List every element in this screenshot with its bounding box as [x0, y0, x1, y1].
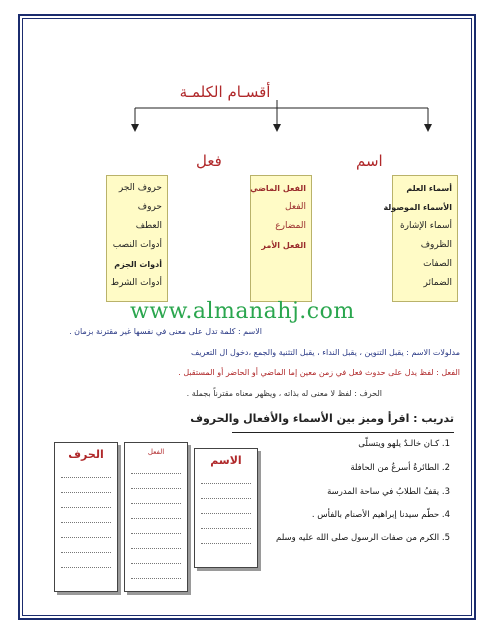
column-header: الحرف: [68, 448, 104, 461]
box-item: الفعل الماضي: [250, 184, 306, 193]
watermark-url: www.almanahj.com: [130, 299, 355, 324]
box-item: أدوات الجزم: [114, 260, 162, 269]
box-item: الفعل الأمر: [261, 241, 306, 250]
box-item: الفعل: [285, 202, 306, 212]
box-item: أسماء الإشارة: [399, 221, 452, 231]
answer-line[interactable]: [201, 498, 251, 499]
definition-verb: الفعل : لفظ يدل على حدوث فعل في زمن معين إما الماضي أو الحاضر أو المستقبل .: [178, 368, 460, 377]
column-verb: [124, 442, 188, 592]
nouns-box: [383, 175, 458, 302]
exercise-heading: تدريب : اقرأ وميز بين الأسماء والأفعال والحروف: [190, 412, 454, 425]
arrow-right-icon: [424, 124, 432, 132]
answer-line[interactable]: [61, 567, 111, 568]
column-noun: [194, 448, 258, 568]
box-item: الصفات: [423, 259, 452, 269]
box-item: أدوات الشرط: [110, 278, 162, 288]
column-particle: [54, 442, 118, 592]
answer-line[interactable]: [131, 563, 181, 564]
arrow-left-icon: [131, 124, 139, 132]
answer-line[interactable]: [201, 528, 251, 529]
answer-line[interactable]: [131, 473, 181, 474]
answer-line[interactable]: [131, 518, 181, 519]
answer-line[interactable]: [131, 503, 181, 504]
arrow-mid-icon: [273, 124, 281, 132]
particles-box: [106, 175, 168, 302]
answer-line[interactable]: [201, 483, 251, 484]
answer-line[interactable]: [131, 488, 181, 489]
sentence-1: 1. كـان خالـدٌ يلهو ويتسلّى: [358, 439, 450, 449]
box-item: العطف: [135, 221, 162, 231]
answer-line[interactable]: [61, 492, 111, 493]
sentence-2: 2. الطائرةُ أسرعُ من الحافلة: [350, 463, 450, 473]
definition-noun-signs: مدلولات الاسم : يقبل التنوين ، يقبل النداء ، يقبل التثنية والجمع ،دخول ال التعريف: [191, 348, 460, 357]
box-item: حروف الجر: [118, 183, 162, 193]
definition-noun: الاسم : كلمة تدل على معنى في نفسها غير مقترنة بزمان .: [69, 327, 262, 336]
answer-line[interactable]: [201, 513, 251, 514]
answer-line[interactable]: [131, 578, 181, 579]
answer-line[interactable]: [61, 552, 111, 553]
box-item: المضارع: [275, 221, 306, 231]
page-title: أقسـام الكلمـة: [179, 83, 271, 101]
box-item: الضمائر: [423, 278, 452, 288]
heading-underline: [232, 432, 454, 433]
answer-line[interactable]: [61, 537, 111, 538]
answer-line[interactable]: [61, 507, 111, 508]
sentence-4: 4. حطّم سيدنا إبراهيم الأصنام بالفأس .: [311, 510, 450, 520]
verbs-box: [250, 175, 312, 302]
sentence-5: 5. الكرم من صفات الرسول صلى الله عليه وسلم: [276, 533, 450, 543]
definition-particle: الحرف : لفظ لا معنى له بذاته ، ويظهر معناه مقترناً بجملة .: [186, 389, 382, 398]
noun-label: اسم: [356, 152, 383, 170]
answer-line[interactable]: [61, 477, 111, 478]
column-header: الفعل: [147, 448, 165, 456]
box-item: أسماء العلم: [406, 184, 452, 193]
box-item: الظروف: [420, 240, 452, 250]
column-header: الاسم: [210, 454, 242, 467]
box-item: الأسماء الموصولة: [383, 203, 452, 212]
verb-label: فعل: [196, 152, 222, 170]
answer-line[interactable]: [131, 533, 181, 534]
sentence-3: 3. يقفُ الطلابُ في ساحة المدرسة: [327, 487, 450, 497]
box-item: حروف: [137, 202, 162, 212]
answer-line[interactable]: [61, 522, 111, 523]
answer-line[interactable]: [201, 543, 251, 544]
box-item: أدوات النصب: [112, 240, 162, 250]
answer-line[interactable]: [131, 548, 181, 549]
